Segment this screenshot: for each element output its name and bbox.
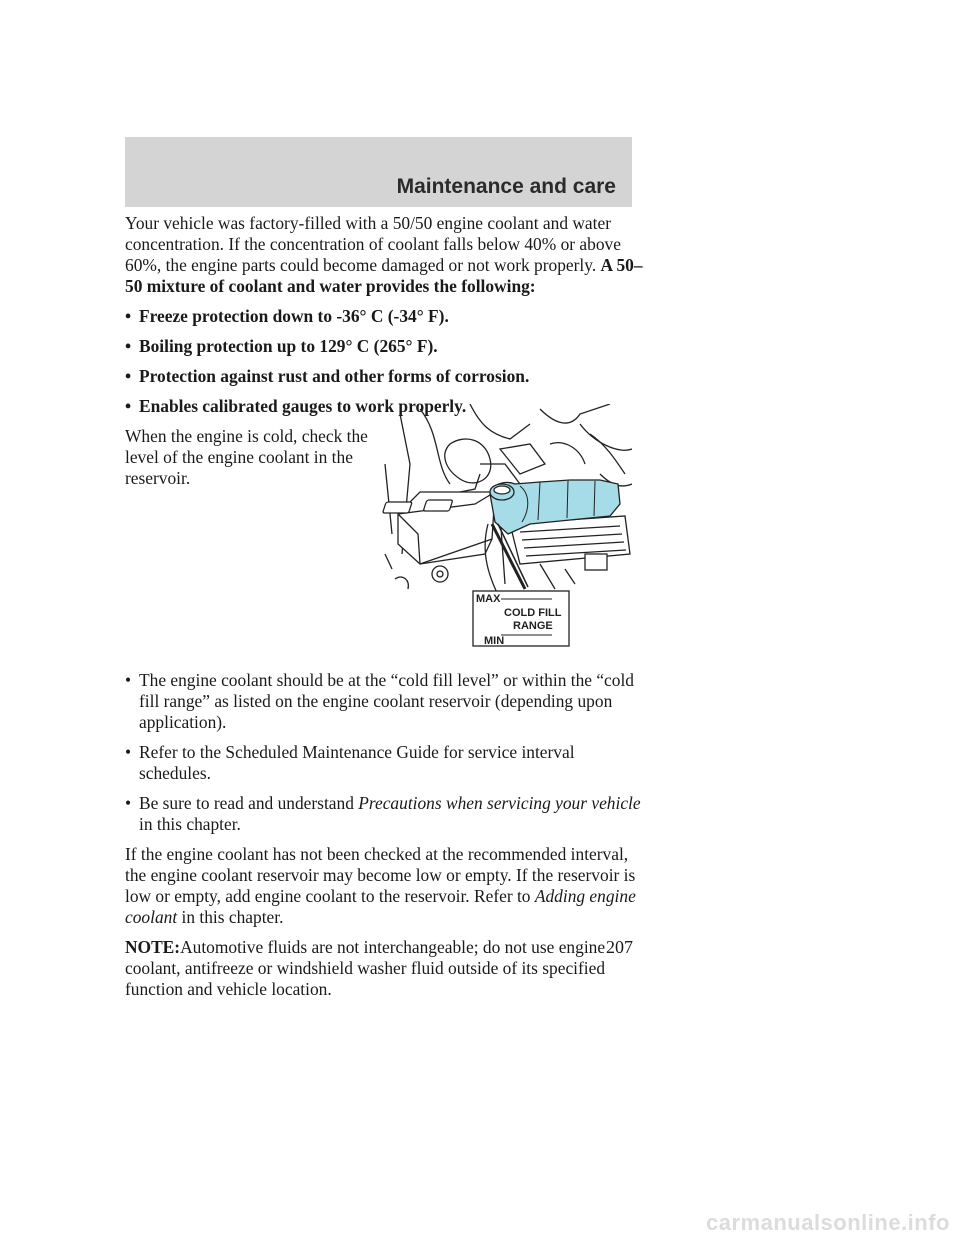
check-interval-suffix: in this chapter.: [177, 907, 284, 927]
engine-coolant-reservoir-illustration: [380, 404, 632, 649]
intro-bold-text: A 50–50 mixture of coolant and water provides the following:: [125, 255, 643, 296]
main-content: [125, 213, 647, 1009]
benefit-item-1: • Freeze protection down to -36° C (-34° F).: [125, 306, 647, 327]
watermark-text: carmanualsonline.info: [706, 1210, 950, 1235]
note-item-precautions: [125, 793, 647, 835]
label-range: RANGE: [513, 620, 553, 632]
check-interval-text: If the engine coolant has not been checked at the recommended interval, the engine coolant reservoir may become low or empty. If the reservoir is low or empty, add engine coolant to the reservoir. Refer to: [125, 844, 636, 906]
engine-bay-drawing: [380, 404, 632, 649]
check-interval-paragraph: [125, 844, 647, 928]
precautions-prefix: Be sure to read and understand: [139, 793, 359, 813]
note-label: NOTE:: [125, 937, 181, 957]
benefit-item-2: • Boiling protection up to 129° C (265° F).: [125, 336, 647, 357]
note-text: Automotive fluids are not interchangeable; do not use engine coolant, antifreeze or windshield washer fluid outside of its specified function and vehicle location.: [125, 937, 606, 999]
watermark: [0, 1212, 960, 1242]
label-min: MIN: [484, 635, 505, 647]
benefit-item-3: • Protection against rust and other forms of corrosion.: [125, 366, 647, 387]
header-band: [125, 137, 632, 207]
precautions-link-text: Precautions when servicing your vehicle: [358, 793, 641, 813]
figure-row: [125, 426, 647, 658]
benefit-item-4: • Enables calibrated gauges to work properly.: [125, 396, 647, 417]
label-cold-fill: COLD FILL: [504, 607, 562, 619]
note-item-schedule: • Refer to the Scheduled Maintenance Guide for service interval schedules.: [125, 742, 647, 784]
intro-text: Your vehicle was factory-filled with a 50/50 engine coolant and water concentration. If the concentration of coolant falls below 40% or above 60%, the engine parts could become damaged or not work properly.: [125, 213, 621, 275]
note-item-cold-fill: • The engine coolant should be at the “cold fill level” or within the “cold fill range” as listed on the engine coolant reservoir (depending upon application).: [125, 670, 647, 733]
label-max: MAX: [476, 593, 501, 605]
note-paragraph: [125, 937, 647, 1000]
adding-coolant-ref: Adding engine coolant: [125, 886, 636, 927]
precautions-suffix: in this chapter.: [139, 814, 241, 834]
check-level-text: When the engine is cold, check the level of the engine coolant in the reservoir.: [125, 426, 368, 488]
intro-paragraph: [125, 213, 647, 297]
page-title: Maintenance and care: [396, 175, 616, 198]
page-number: 207: [606, 937, 633, 957]
